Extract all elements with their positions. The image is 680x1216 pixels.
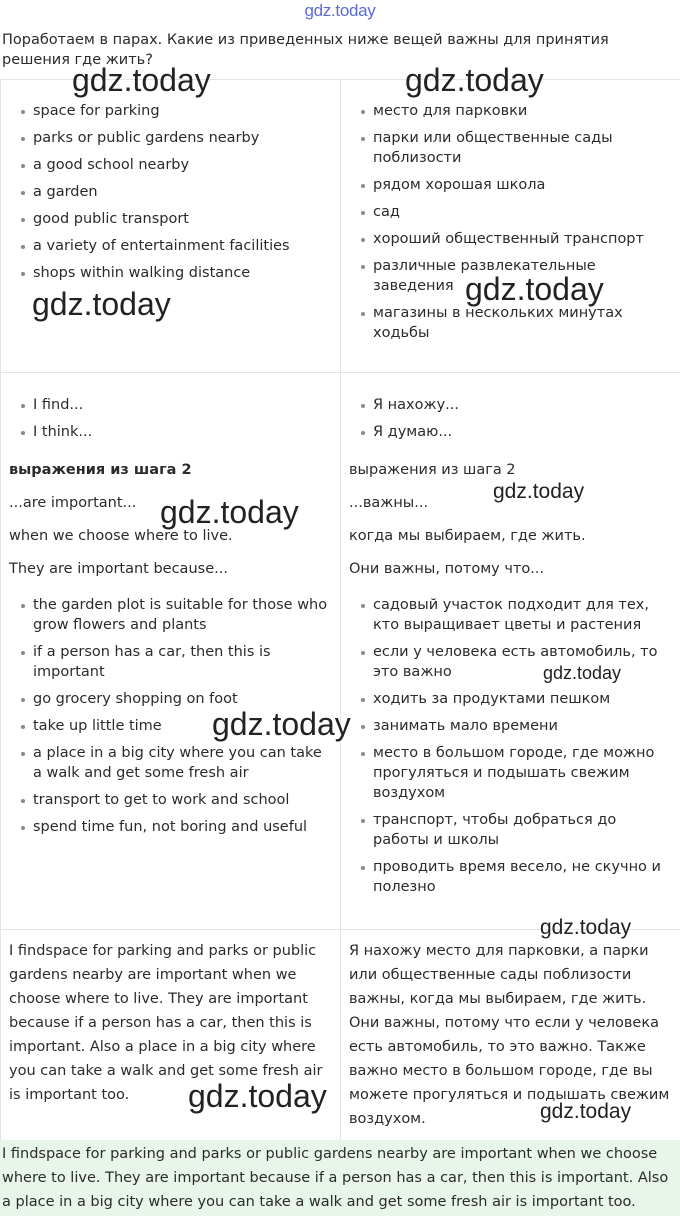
starters-list-en [9, 395, 332, 442]
list-item: a place in a big city where you can take a walk and get some fresh air [9, 743, 332, 783]
list-item: проводить время весело, не скучно и полезно [349, 857, 672, 897]
list-item: Я думаю... [349, 422, 672, 442]
watermark: gdz.today [543, 663, 622, 683]
list-item: хороший общественный транспорт [349, 229, 672, 249]
step-heading-ru: выражения из шага 2 [349, 462, 516, 478]
list-item: take up little time [9, 716, 332, 736]
step-heading-en: выражения из шага 2 [9, 462, 192, 478]
list-item: a garden [9, 182, 332, 202]
watermark: gdz.today [493, 480, 585, 503]
list-item: если у человека есть автомобиль, то это важно [349, 642, 672, 682]
because-phrase-ru: Они важны, потому что... [349, 561, 545, 577]
list-item: ходить за продуктами пешком [349, 689, 672, 709]
cell-things-en [1, 80, 341, 373]
list-item: spend time fun, not boring and useful [9, 817, 332, 837]
because-phrase-en: They are important because... [9, 561, 228, 577]
list-item: парки или общественные сады поблизости [349, 128, 672, 168]
list-item: различные развлекательные заведения [349, 256, 672, 296]
watermark: gdz.today [540, 1100, 632, 1123]
list-item: место для парковки [349, 101, 672, 121]
list-item: занимать мало времени [349, 716, 672, 736]
list-item: if a person has a car, then this is important [9, 642, 332, 682]
reasons-list-ru [349, 595, 672, 897]
list-item: parks or public gardens nearby [9, 128, 332, 148]
watermark: gdz.today [32, 286, 171, 322]
watermark: gdz.today [212, 706, 351, 742]
watermark: gdz.today [72, 62, 211, 98]
watermark: gdz.today [405, 62, 544, 98]
important-phrase-ru: ...важны... [349, 495, 429, 511]
watermark: gdz.today [465, 271, 604, 307]
essay-text-ru: Я нахожу место для парковки, а парки или общественные сады поблизости важны, когда мы выбираем, где жить. Они важны, потому что если у человека есть автомобиль, то это важно. Также важно место в большом городе, где вы можете прогуляться и подышать свежим воздухом. [349, 943, 670, 1127]
list-item: место в большом городе, где можно прогуляться и подышать свежим воздухом [349, 743, 672, 803]
cell-phrases-ru [341, 373, 680, 930]
list-item: space for parking [9, 101, 332, 121]
list-item: go grocery shopping on foot [9, 689, 332, 709]
list-item: transport to get to work and school [9, 790, 332, 810]
list-item: shops within walking distance [9, 263, 332, 283]
list-item: good public transport [9, 209, 332, 229]
list-item: магазины в нескольких минутах ходьбы [349, 303, 672, 343]
table-row [1, 80, 680, 373]
starters-list-ru [349, 395, 672, 442]
list-item: the garden plot is suitable for those who grow flowers and plants [9, 595, 332, 635]
when-choose-phrase-en: when we choose where to live. [9, 528, 233, 544]
things-list-en [9, 101, 332, 283]
watermark: gdz.today [540, 916, 632, 939]
essay-text-en: I findspace for parking and parks or public gardens nearby are important when we choose where to live. They are important because if a person has a car, then this is important. Also a place in a big city where you can take a walk and get some fresh air is important too. [9, 943, 323, 1103]
watermark: gdz.today [188, 1078, 327, 1114]
cell-phrases-en [1, 373, 341, 930]
list-item: a good school nearby [9, 155, 332, 175]
cell-essay-en [1, 930, 341, 1141]
list-item: рядом хорошая школа [349, 175, 672, 195]
important-phrase-en: ...are important... [9, 495, 137, 511]
list-item: транспорт, чтобы добраться до работы и школы [349, 810, 672, 850]
task-text: Поработаем в парах. Какие из приведенных ниже вещей важны для принятия решения где жить? [2, 32, 609, 68]
list-item: сад [349, 202, 672, 222]
things-list-ru [349, 101, 672, 343]
cell-things-ru [341, 80, 680, 373]
table-row [1, 930, 680, 1141]
cell-essay-ru [341, 930, 680, 1141]
list-item: I find... [9, 395, 332, 415]
list-item: садовый участок подходит для тех, кто выращивает цветы и растения [349, 595, 672, 635]
table-row [1, 373, 680, 930]
translation-table [0, 79, 680, 1141]
final-answer: I findspace for parking and parks or public gardens nearby are important when we choose where to live. They are important because if a person has a car, then this is important. Also a place in a big city where you can take a walk and get some fresh air is important too. [0, 1140, 680, 1216]
watermark: gdz.today [160, 494, 299, 530]
list-item: Я нахожу... [349, 395, 672, 415]
site-logo[interactable]: gdz.today [304, 1, 376, 20]
list-item: I think... [9, 422, 332, 442]
reasons-list-en [9, 595, 332, 837]
when-choose-phrase-ru: когда мы выбираем, где жить. [349, 528, 586, 544]
list-item: a variety of entertainment facilities [9, 236, 332, 256]
